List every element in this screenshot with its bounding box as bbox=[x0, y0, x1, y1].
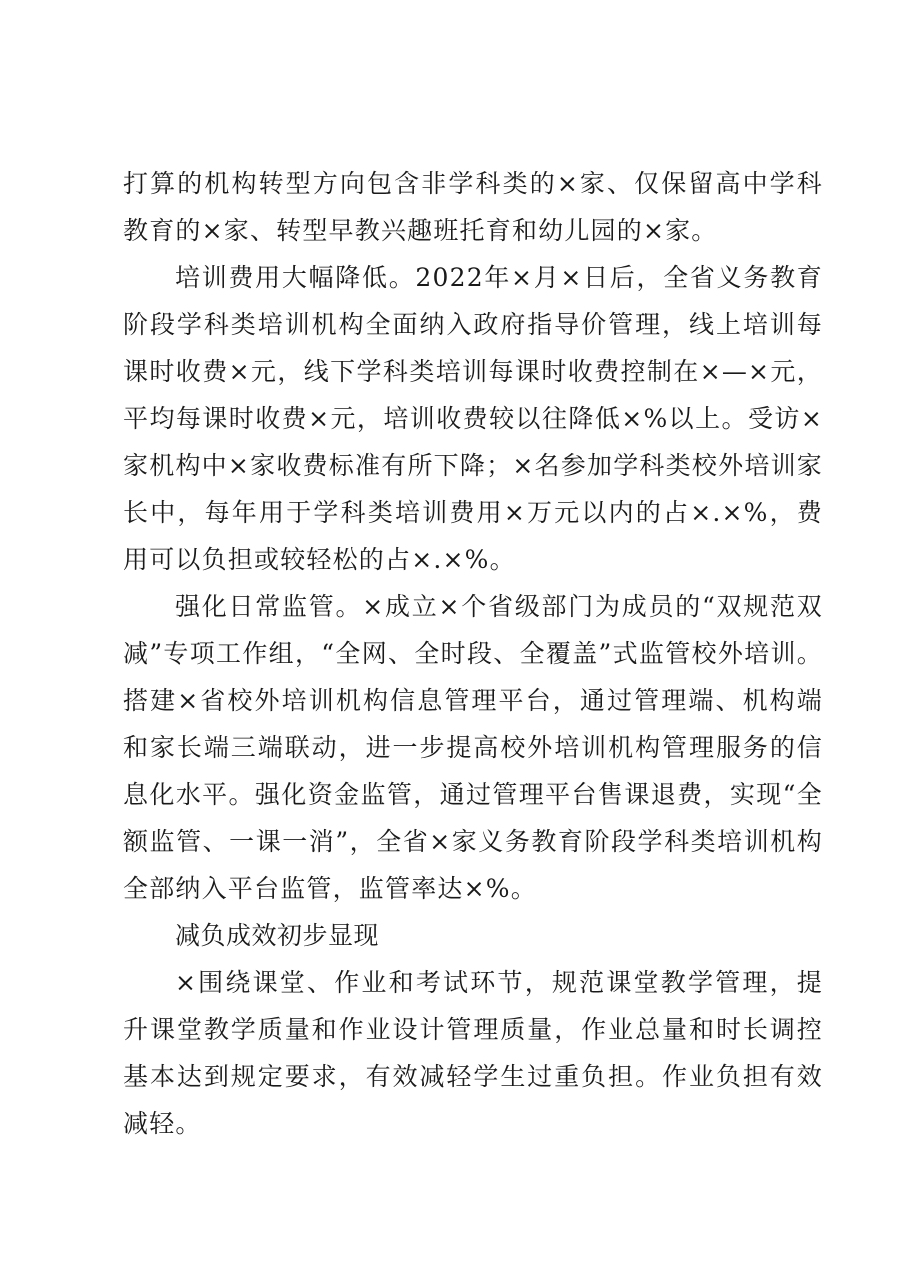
paragraph-daily-supervision: 强化日常监管。×成立×个省级部门为成员的“双规范双减”专项工作组，“全网、全时段、全覆盖”式监管校外培训。搭建×省校外培训机构信息管理平台，通过管理端、机构端和家长端三端联动，进一步提高校外培训机构管理服务的信息化水平。强化资金监管，通过管理平台售课退费，实现“全额监管、一课一消”，全省×家义务教育阶段学科类培训机构全部纳入平台监管，监管率达×%。 bbox=[123, 592, 823, 903]
paragraph-training-fees: 培训费用大幅降低。2022年×月×日后，全省义务教育阶段学科类培训机构全面纳入政府指导价管理，线上培训每课时收费×元，线下学科类培训每课时收费控制在×—×元，平均每课时收费×元，培训收费较以往降低×%以上。受访×家机构中×家收费标准有所下降；×名参加学科类校外培训家长中，每年用于学科类培训费用×万元以内的占×.×%，费用可以负担或较轻松的占×.×%。 bbox=[123, 263, 823, 574]
paragraph-burden-reduction: ×围绕课堂、作业和考试环节，规范课堂教学管理，提升课堂教学质量和作业设计管理质量，作业总量和时长调控基本达到规定要求，有效减轻学生过重负担。作业负担有效减轻。 bbox=[123, 968, 823, 1138]
document-body bbox=[123, 160, 823, 1147]
section-heading: 减负成效初步显现 bbox=[175, 921, 380, 950]
paragraph-continuation: 打算的机构转型方向包含非学科类的×家、仅保留高中学科教育的×家、转型早教兴趣班托育和幼儿园的×家。 bbox=[123, 169, 823, 245]
